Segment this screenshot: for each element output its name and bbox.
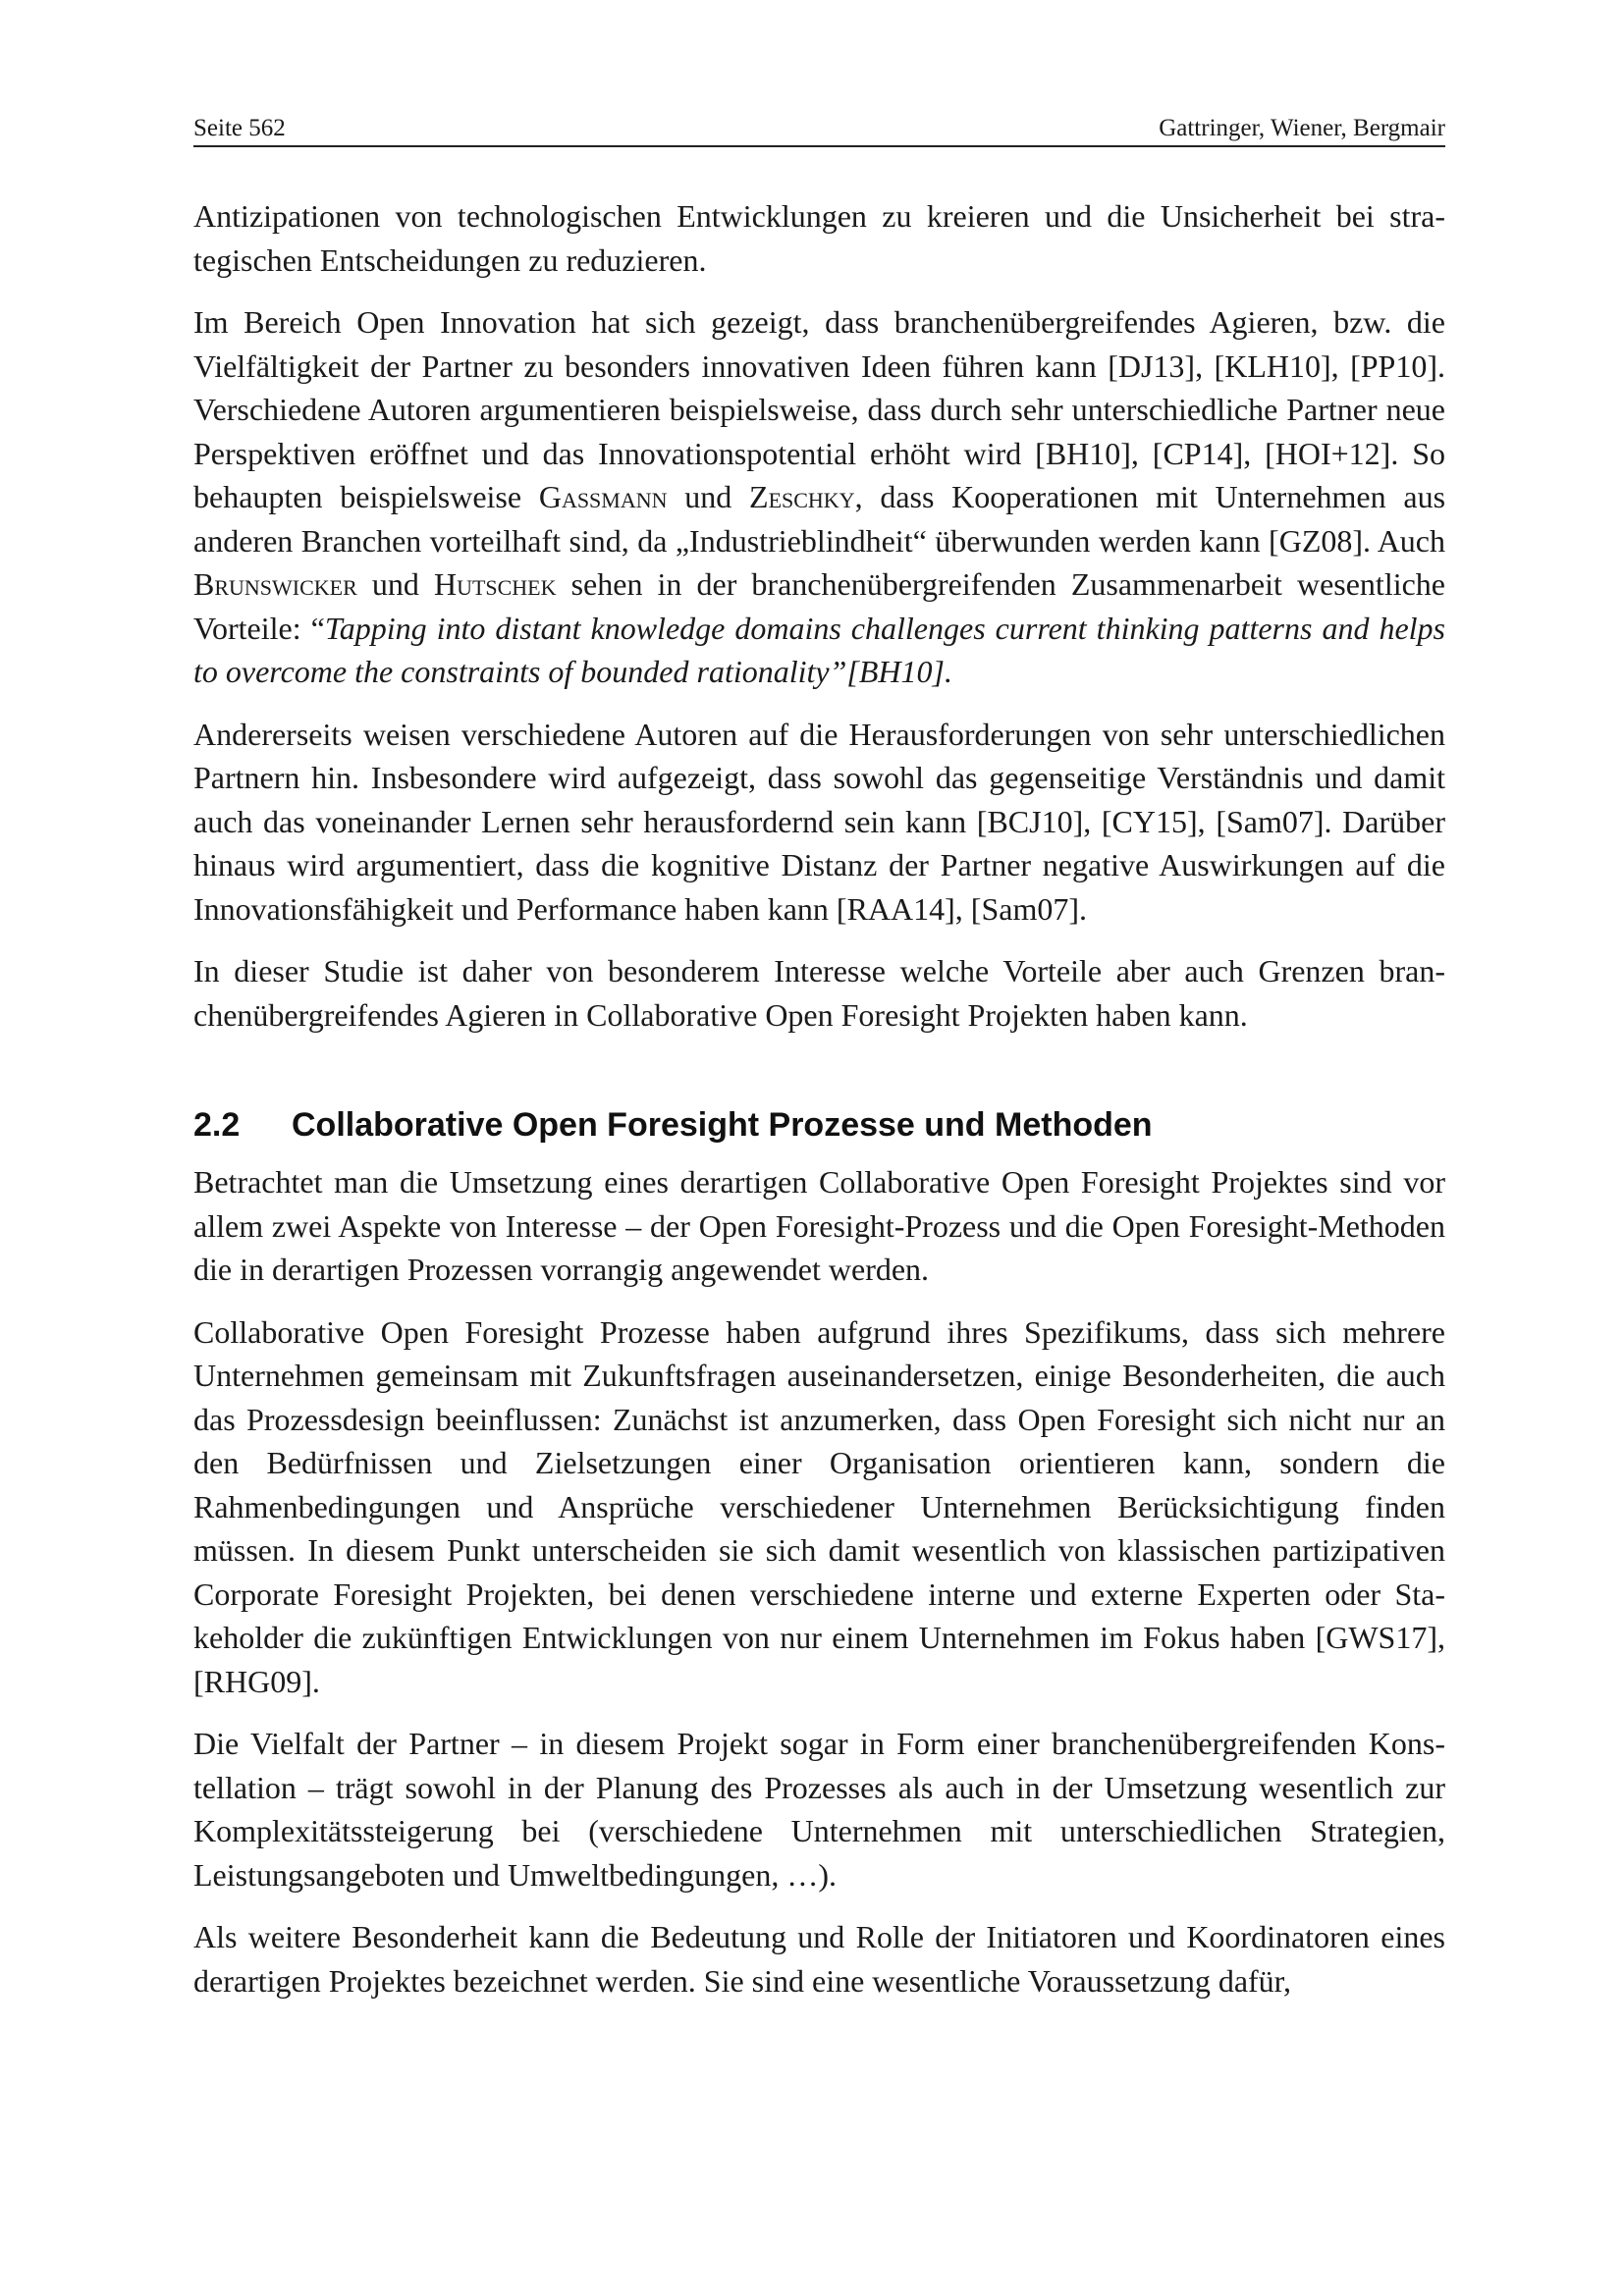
section-heading: [193, 1103, 1445, 1147]
author-name-gassmann: Gassmann: [538, 479, 668, 514]
section-title: Collaborative Open Foresight Prozesse und Methoden: [292, 1106, 1153, 1144]
paragraph-8: Als weitere Besonderheit kann die Bedeutung und Rolle der Initiatoren und Koordinatoren eines derartigen Projektes bezeichnet werden. Sie sind eine wesentliche Voraussetzung dafür,: [193, 1919, 1445, 1999]
paragraph-2-part-d: und: [356, 566, 434, 602]
paragraph-5: Betrachtet man die Umsetzung eines derartigen Collaborative Open Foresight Projektes sind vor allem zwei Aspekte von Interesse – der Open Foresight-Prozess und die Open Foresight-Methoden die in derartigen Prozessen vorrangig angewendet werden.: [193, 1164, 1445, 1287]
quotation: Tapping into distant knowledge domains challenges current thinking patterns and helps to overcome the constraints of bounded rationality”[BH10].: [193, 610, 1446, 689]
paragraph-2: [193, 300, 1445, 694]
page-number: Seite 562: [193, 115, 286, 141]
paragraph-3: Andererseits weisen verschiedene Autoren auf die Herausforderungen von sehr unterschiedlichen Partnern hin. Insbesondere wird aufgezeigt, dass sowohl das gegenseitige Verständnis und damit auch das voneinander Lernen sehr herausfordernd sein kann [BCJ10], [CY15], [Sam07]. Darüber hinaus wird argumentiert, dass die kognitive Distanz der Partner negative Auswirkungen auf die Innovationsfähigkeit und Performance haben kann [RAA14], [Sam07].: [193, 716, 1445, 927]
header-authors: Gattringer, Wiener, Bergmair: [1159, 115, 1445, 141]
author-name-brunswicker: Brunswicker: [193, 566, 357, 602]
body-text: [193, 194, 1445, 2021]
paragraph-2-part-b: und: [667, 479, 750, 514]
paragraph-1: Antizipationen von technologischen Entwicklungen zu kreieren und die Unsicherheit bei strategischen Entscheidungen zu reduzieren.: [193, 198, 1445, 278]
paragraph-2-part-a: Im Bereich Open Innovation hat sich gezeigt, dass branchenübergreifendes Agieren, bzw. die Vielfältigkeit der Partner zu besonders innovativen Ideen führen kann [DJ13], [KLH10], [PP10]. Verschiedene Autoren argumentieren beispielsweise, dass durch sehr unterschiedliche Partner neue Perspektiven eröffnet und das Innovationspotential erhöht wird [BH10], [CP14], [HOI+12]. So behaupten beispielsweise: [193, 304, 1445, 514]
paragraph-4: In dieser Studie ist daher von besonderem Interesse welche Vorteile aber auch Grenzen branchenübergreifendes Agieren in Collaborative Open Foresight Projekten haben kann.: [193, 953, 1445, 1033]
author-name-zeschky: Zeschky: [749, 479, 855, 514]
paragraph-6: Collaborative Open Foresight Prozesse haben aufgrund ihres Spezifikums, dass sich mehrere Unternehmen gemeinsam mit Zukunftsfragen auseinandersetzen, einige Besonderheiten, die auch das Prozessdesign beeinflussen: Zunächst ist anzumerken, dass Open Foresight sich nicht nur an den Bedürfnissen und Zielsetzungen einer Organisation orientieren kann, sondern die Rahmenbedingungen und Ansprüche verschiedener Unternehmen Berücksichtigung finden müssen. In diesem Punkt unterscheiden sie sich damit wesentlich von klassischen partizipativen Corporate Foresight Projekten, bei denen verschiedene interne und externe Experten oder Stakeholder die zukünftigen Entwicklungen von nur einem Unternehmen im Fokus haben [GWS17], [RHG09].: [193, 1313, 1445, 1699]
paragraph-7: Die Vielfalt der Partner – in diesem Projekt sogar in Form einer branchenübergreifenden Konstellation – trägt sowohl in der Planung des Prozesses als auch in der Umsetzung wesentlich zur Komplexitätssteigerung bei (verschiedene Unternehmen mit unterschiedlichen Strategien, Leistungsangeboten und Umweltbedingungen, …).: [193, 1726, 1445, 1893]
running-header: [193, 106, 1445, 147]
paragraph-2-part-e: sehen in der branchenübergreifenden Zusammenarbeit wesentliche Vorteile: “: [193, 566, 1446, 646]
author-name-hutschek: Hutschek: [433, 566, 557, 602]
paragraph-2-part-c: , dass Kooperationen mit Unternehmen aus anderen Branchen vorteilhaft sind, da „Industrieblindheit“ überwunden werden kann [GZ08]. Auch: [193, 479, 1446, 559]
section-number: 2.2: [193, 1106, 241, 1144]
